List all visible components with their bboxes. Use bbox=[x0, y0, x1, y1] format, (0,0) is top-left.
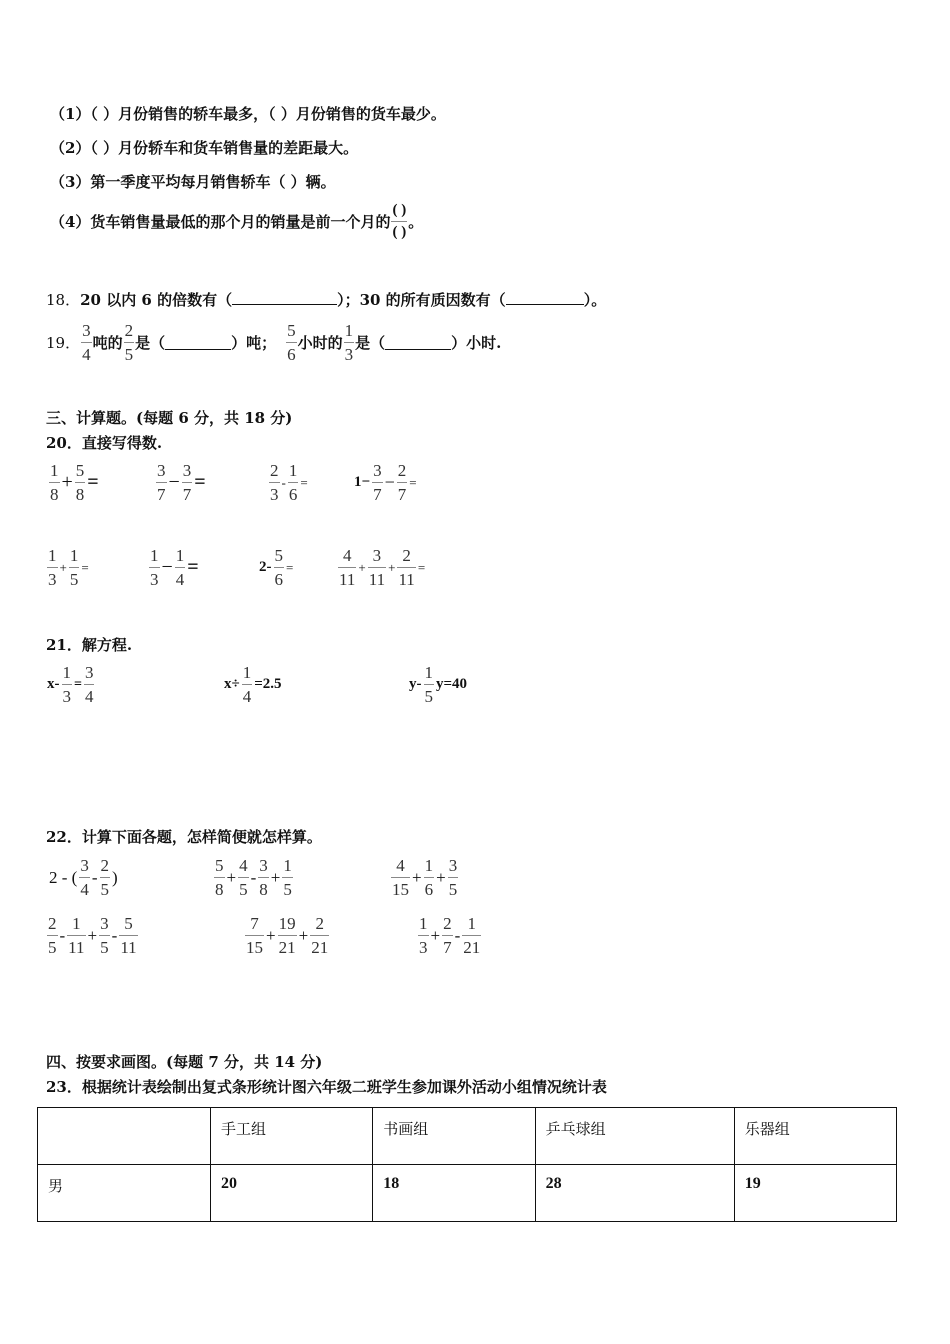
denominator: 5 bbox=[282, 877, 293, 898]
numerator: 1 bbox=[467, 914, 477, 933]
denominator: 5 bbox=[424, 684, 435, 705]
operator: + bbox=[59, 559, 67, 575]
operator: − bbox=[161, 556, 173, 578]
numerator: ( ) bbox=[392, 202, 407, 218]
numerator: 5 bbox=[75, 461, 85, 480]
denominator: 4 bbox=[79, 877, 90, 898]
table-header-cell: 书画组 bbox=[373, 1108, 535, 1165]
operator: 2- bbox=[259, 559, 272, 575]
operator: + bbox=[298, 925, 309, 945]
denominator: 11 bbox=[338, 567, 356, 588]
q22-expr-5 bbox=[244, 915, 330, 956]
operator: y- bbox=[409, 676, 422, 692]
fraction bbox=[75, 462, 86, 503]
table-cell: 男 bbox=[38, 1165, 211, 1222]
denominator: 6 bbox=[274, 567, 285, 588]
section-4-title: 四、按要求画图。(每题 7 分，共 14 分) bbox=[46, 1053, 323, 1071]
answer-blank[interactable] bbox=[165, 335, 231, 350]
q22-title: 22．计算下面各题，怎样简便就怎样算。 bbox=[46, 828, 322, 846]
fraction bbox=[274, 547, 285, 588]
numerator: 5 bbox=[287, 321, 296, 340]
denominator: 7 bbox=[182, 482, 193, 503]
operator: = bbox=[187, 556, 199, 578]
numerator: 1 bbox=[48, 546, 57, 565]
table-header-cell: 乒乓球组 bbox=[535, 1108, 734, 1165]
q20-title: 20．直接写得数. bbox=[46, 434, 163, 452]
numerator: 3 bbox=[82, 321, 91, 340]
denominator: 5 bbox=[99, 935, 110, 956]
operator: x- bbox=[47, 676, 60, 692]
operator: − bbox=[168, 471, 180, 493]
fraction bbox=[119, 915, 137, 956]
denominator: 3 bbox=[269, 482, 280, 503]
denominator: 21 bbox=[310, 935, 329, 956]
fraction bbox=[238, 857, 249, 898]
operator: + bbox=[270, 867, 281, 887]
denominator: 6 bbox=[424, 877, 435, 898]
operator: - bbox=[454, 925, 461, 945]
numerator: 2 bbox=[402, 546, 411, 565]
operator: + bbox=[388, 559, 396, 575]
operator: - bbox=[250, 867, 257, 887]
denominator: 8 bbox=[258, 877, 269, 898]
q20-expr-4 bbox=[353, 462, 418, 503]
numerator: 1 bbox=[283, 856, 292, 875]
q21-equation-1 bbox=[46, 664, 95, 705]
denominator: 21 bbox=[462, 935, 481, 956]
numerator: 1 bbox=[50, 461, 59, 480]
q22-expr-6 bbox=[417, 915, 482, 956]
fraction bbox=[462, 915, 481, 956]
table-header-cell bbox=[38, 1108, 211, 1165]
denominator: 6 bbox=[286, 342, 297, 363]
numerator: 3 bbox=[448, 856, 458, 875]
denominator: 3 bbox=[418, 935, 429, 956]
fraction bbox=[397, 547, 415, 588]
fraction bbox=[62, 664, 73, 705]
q17-sub4-fraction bbox=[391, 203, 407, 240]
fraction bbox=[424, 857, 435, 898]
operator: = bbox=[74, 676, 82, 692]
fraction bbox=[242, 664, 253, 705]
q20-expr-2 bbox=[155, 462, 207, 503]
operator: - bbox=[281, 474, 286, 490]
operator: x÷ bbox=[224, 676, 240, 692]
numerator: 4 bbox=[239, 856, 248, 875]
fraction bbox=[49, 462, 60, 503]
denominator: 4 bbox=[81, 342, 92, 363]
q17-sub4: （4）货车销售量最低的那个月的销量是前一个月的 $\frac{( )}{( )}$ 。 bbox=[50, 202, 424, 240]
operator: + bbox=[430, 925, 441, 945]
denominator: ( ) bbox=[391, 221, 407, 240]
fraction bbox=[424, 664, 435, 705]
denominator: 5 bbox=[47, 935, 58, 956]
numerator: 2 bbox=[100, 856, 109, 875]
table-cell: 18 bbox=[373, 1165, 535, 1222]
numerator: 5 bbox=[274, 546, 283, 565]
q23-title: 23．根据统计表绘制出复式条形统计图六年级二班学生参加课外活动小组情况统计表 bbox=[46, 1078, 607, 1096]
fraction bbox=[47, 915, 58, 956]
operator: = bbox=[300, 474, 308, 490]
operator: 1− bbox=[354, 474, 371, 490]
denominator: 7 bbox=[156, 482, 167, 503]
fraction bbox=[448, 857, 459, 898]
numerator: 2 bbox=[270, 461, 279, 480]
fraction bbox=[442, 915, 453, 956]
fraction bbox=[175, 547, 186, 588]
q20-expr-8 bbox=[337, 547, 426, 588]
denominator: 3 bbox=[344, 342, 355, 363]
q21-title: 21．解方程. bbox=[46, 636, 133, 654]
denominator: 3 bbox=[62, 684, 73, 705]
numerator: 1 bbox=[424, 856, 434, 875]
fraction bbox=[124, 322, 135, 363]
numerator: 1 bbox=[62, 663, 71, 682]
q22-expr-1 bbox=[48, 857, 119, 898]
numerator: 3 bbox=[182, 461, 192, 480]
denominator: 6 bbox=[288, 482, 299, 503]
operator: + bbox=[87, 925, 98, 945]
fraction bbox=[372, 462, 383, 503]
q20-expr-6 bbox=[148, 547, 200, 588]
operator: + bbox=[226, 867, 237, 887]
denominator: 8 bbox=[49, 482, 60, 503]
q17-sub3: （3）第一季度平均每月销售轿车（ ）辆。 bbox=[50, 173, 336, 191]
answer-blank[interactable] bbox=[232, 290, 337, 305]
numerator: 1 bbox=[288, 461, 298, 480]
fraction bbox=[99, 915, 110, 956]
q17-sub1: （1）（ ）月份销售的轿车最多，（ ）月份销售的货车最少。 bbox=[50, 105, 446, 123]
fraction bbox=[286, 322, 297, 363]
operator: = bbox=[417, 559, 426, 575]
numerator: 3 bbox=[80, 856, 89, 875]
fraction bbox=[397, 462, 408, 503]
numerator: 1 bbox=[344, 321, 354, 340]
fraction bbox=[338, 547, 356, 588]
fraction bbox=[149, 547, 160, 588]
table-header-cell: 手工组 bbox=[211, 1108, 373, 1165]
denominator: 5 bbox=[448, 877, 459, 898]
numerator: 1 bbox=[424, 663, 433, 682]
q22-expr-3 bbox=[390, 857, 459, 898]
q21-equation-3 bbox=[408, 664, 468, 705]
fraction bbox=[84, 664, 95, 705]
fraction bbox=[100, 857, 111, 898]
fraction bbox=[258, 857, 269, 898]
numerator: 2 bbox=[124, 321, 134, 340]
numerator: 1 bbox=[419, 914, 428, 933]
fraction bbox=[214, 857, 225, 898]
table-cell: 20 bbox=[211, 1165, 373, 1222]
operator: = bbox=[194, 471, 206, 493]
numerator: 4 bbox=[396, 856, 405, 875]
q20-expr-7 bbox=[258, 547, 294, 588]
denominator: 7 bbox=[372, 482, 383, 503]
operator: y=40 bbox=[436, 676, 468, 692]
operator: = bbox=[409, 474, 417, 490]
fraction bbox=[418, 915, 429, 956]
fraction bbox=[269, 462, 280, 503]
operator: 2 - ( bbox=[49, 867, 78, 887]
numerator: 3 bbox=[100, 914, 109, 933]
denominator: 4 bbox=[175, 567, 186, 588]
q22-expr-2 bbox=[213, 857, 294, 898]
denominator: 5 bbox=[238, 877, 249, 898]
q17-sub2: （2）（ ）月份轿车和货车销售量的差距最大。 bbox=[50, 139, 359, 157]
denominator: 7 bbox=[397, 482, 408, 503]
q20-expr-1 bbox=[48, 462, 100, 503]
denominator: 8 bbox=[214, 877, 225, 898]
fraction bbox=[310, 915, 329, 956]
question-18: 18．20 以内 6 的倍数有（ ）；30 的所有质因数有（ ）。 bbox=[46, 291, 607, 309]
numerator: 19 bbox=[278, 914, 296, 933]
denominator: 11 bbox=[119, 935, 137, 956]
fraction bbox=[344, 322, 355, 363]
fraction bbox=[69, 547, 80, 588]
numerator: 1 bbox=[242, 663, 252, 682]
fraction bbox=[288, 462, 299, 503]
numerator: 1 bbox=[72, 914, 81, 933]
operator: − bbox=[384, 472, 395, 492]
operator: - bbox=[91, 867, 98, 887]
section-3-title: 三、计算题。(每题 6 分，共 18 分) bbox=[46, 409, 293, 427]
fraction bbox=[79, 857, 90, 898]
table-cell: 19 bbox=[734, 1165, 896, 1222]
denominator: 15 bbox=[245, 935, 264, 956]
numerator: 2 bbox=[48, 914, 57, 933]
numerator: 3 bbox=[84, 663, 94, 682]
numerator: 3 bbox=[259, 856, 268, 875]
denominator: 15 bbox=[391, 877, 410, 898]
denominator: 8 bbox=[75, 482, 86, 503]
operator: + bbox=[412, 867, 422, 887]
numerator: 2 bbox=[443, 914, 452, 933]
fraction bbox=[391, 857, 410, 898]
operator: = bbox=[87, 471, 99, 493]
numerator: 5 bbox=[124, 914, 133, 933]
denominator: 21 bbox=[278, 935, 297, 956]
operator: + bbox=[358, 559, 366, 575]
operator: - bbox=[59, 925, 66, 945]
q20-expr-5 bbox=[46, 547, 90, 588]
question-19: 19． $\frac{3}{4}$ 吨的 $\frac{2}{5}$ 是（ ）吨； $\frac{5}{6}$ 小时的 $\frac{1}{3}$ 是（ ）小时. bbox=[46, 321, 502, 364]
numerator: 1 bbox=[150, 546, 159, 565]
denominator: 3 bbox=[149, 567, 160, 588]
numerator: 4 bbox=[342, 546, 352, 565]
operator: = bbox=[286, 559, 294, 575]
fraction bbox=[67, 915, 85, 956]
denominator: 11 bbox=[67, 935, 85, 956]
numerator: 2 bbox=[397, 461, 407, 480]
denominator: 4 bbox=[242, 684, 253, 705]
operator: - bbox=[111, 925, 118, 945]
numerator: 3 bbox=[372, 546, 382, 565]
numerator: 3 bbox=[373, 461, 382, 480]
fraction bbox=[47, 547, 58, 588]
operator: ) bbox=[112, 867, 118, 887]
table-row bbox=[38, 1165, 897, 1222]
numerator: 7 bbox=[250, 914, 259, 933]
denominator: 5 bbox=[100, 877, 111, 898]
denominator: 3 bbox=[47, 567, 58, 588]
answer-blank[interactable] bbox=[385, 335, 451, 350]
table-cell: 28 bbox=[535, 1165, 734, 1222]
numerator: 1 bbox=[69, 546, 79, 565]
numerator: 5 bbox=[215, 856, 224, 875]
operator: + bbox=[436, 867, 446, 887]
table-header-row bbox=[38, 1108, 897, 1165]
fraction bbox=[282, 857, 293, 898]
stats-table bbox=[37, 1107, 897, 1222]
denominator: 7 bbox=[442, 935, 453, 956]
denominator: 11 bbox=[397, 567, 415, 588]
table-header-cell: 乐器组 bbox=[734, 1108, 896, 1165]
numerator: 1 bbox=[175, 546, 185, 565]
answer-blank[interactable] bbox=[506, 290, 584, 305]
denominator: 4 bbox=[84, 684, 95, 705]
numerator: 2 bbox=[315, 914, 324, 933]
denominator: 11 bbox=[368, 567, 386, 588]
q22-expr-4 bbox=[46, 915, 139, 956]
q17-sub4-text: （4）货车销售量最低的那个月的销量是前一个月的 bbox=[50, 213, 391, 231]
numerator: 3 bbox=[157, 461, 166, 480]
q20-expr-3 bbox=[268, 462, 309, 503]
operator: + bbox=[61, 471, 73, 493]
fraction bbox=[182, 462, 193, 503]
denominator: 5 bbox=[69, 567, 80, 588]
fraction bbox=[278, 915, 297, 956]
operator: =2.5 bbox=[254, 676, 282, 692]
operator: + bbox=[266, 925, 276, 945]
operator: = bbox=[81, 559, 89, 575]
fraction bbox=[368, 547, 386, 588]
denominator: 5 bbox=[124, 342, 135, 363]
fraction bbox=[156, 462, 167, 503]
q21-equation-2 bbox=[223, 664, 283, 705]
fraction bbox=[245, 915, 264, 956]
fraction bbox=[81, 322, 92, 363]
